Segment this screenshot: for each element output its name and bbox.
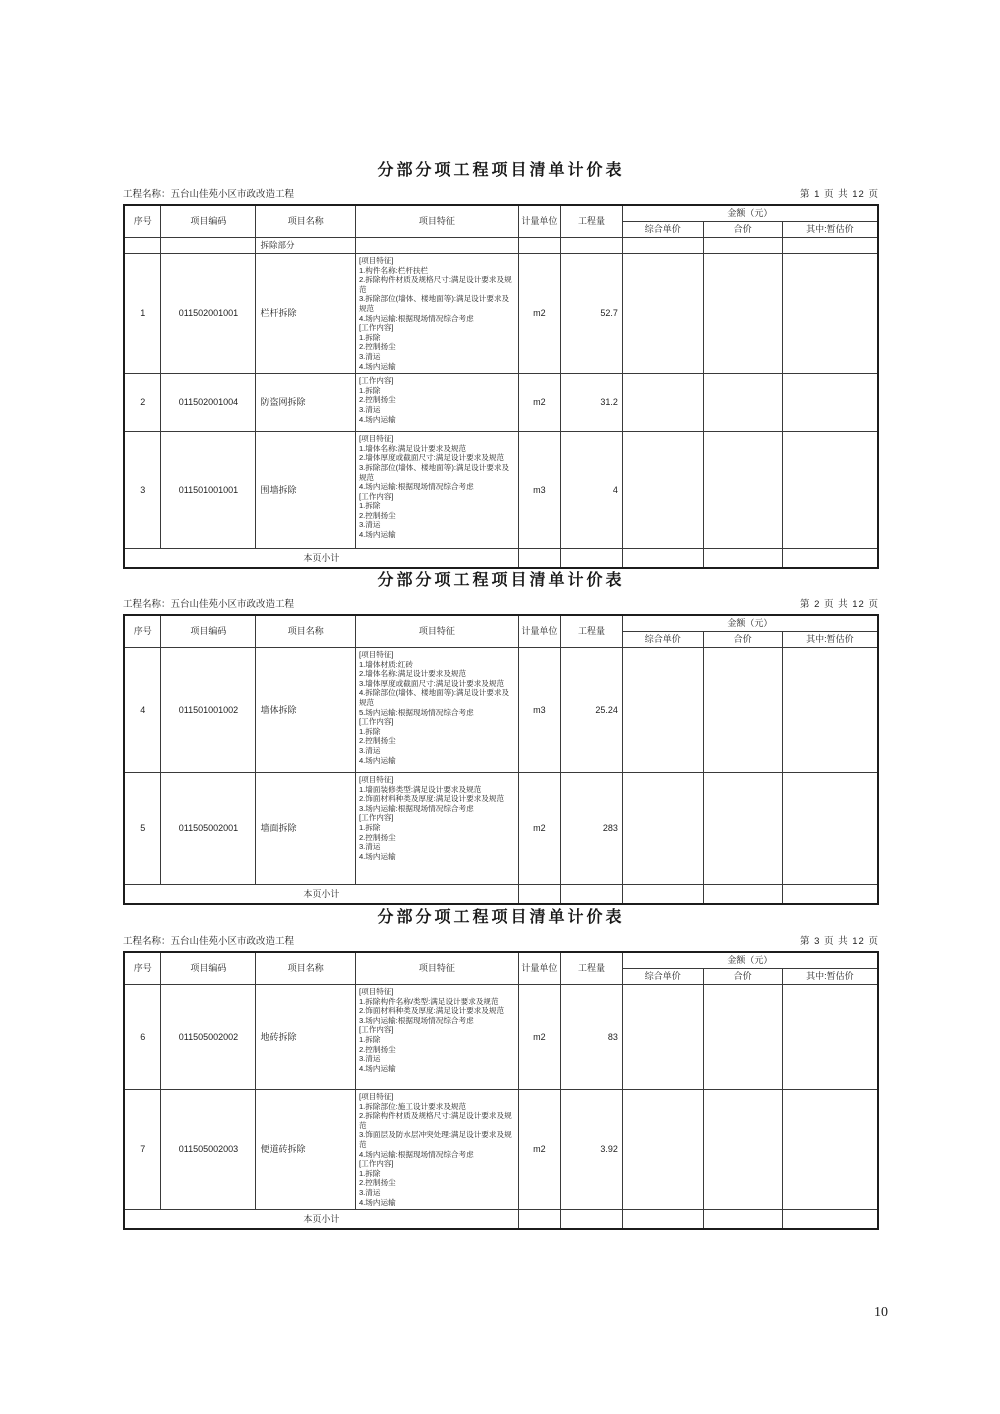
header-cell-0: 序号 <box>124 952 161 985</box>
header-cell-0: 序号 <box>124 205 161 238</box>
cell-unit-price <box>622 773 703 885</box>
table-row <box>124 773 878 885</box>
cell-unit: m2 <box>518 1090 560 1210</box>
cell-provisional-price <box>782 1090 878 1210</box>
table-header <box>124 952 878 985</box>
feature-line: 2.控制扬尘 <box>358 510 396 520</box>
cell-unit: m2 <box>518 773 560 885</box>
header-cell-5: 工程量 <box>561 952 623 985</box>
header-cell-3: 项目特征 <box>355 615 518 648</box>
section-no-cell <box>124 238 161 254</box>
feature-line: 2.拆除构件材质及规格尺寸:满足设计要求及规范 <box>358 1111 512 1130</box>
header-cell-1: 项目编码 <box>161 205 256 238</box>
feature-line: [工作内容] <box>358 323 394 333</box>
header-cell-3: 项目特征 <box>355 205 518 238</box>
feature-line: [工作内容] <box>358 376 394 386</box>
table-header <box>124 205 878 238</box>
boq-section-3 <box>123 907 879 1230</box>
cell-unit-price <box>622 1090 703 1210</box>
subtotal-label-cell: 本页小计 <box>124 1210 518 1230</box>
feature-line: 1.拆除 <box>358 822 381 832</box>
header-cell-3: 项目特征 <box>355 952 518 985</box>
header-cell-5: 工程量 <box>561 615 623 648</box>
cell-unit: m3 <box>518 648 560 773</box>
boq-table <box>123 951 879 1230</box>
cell-total-price <box>703 648 782 773</box>
cell-item-features <box>355 254 518 374</box>
header-row-main <box>124 952 878 969</box>
feature-line: 1.墙体名称:满足设计要求及规范 <box>358 443 467 453</box>
feature-line: 5.场内运输:根据现场情况综合考虑 <box>358 707 474 717</box>
boq-table <box>123 204 879 569</box>
subtotal-empty-cell <box>561 1210 623 1230</box>
header-cell-1: 项目编码 <box>161 952 256 985</box>
boq-table <box>123 614 879 905</box>
cell-unit-price <box>622 374 703 432</box>
cell-item-name: 墙面拆除 <box>256 773 356 885</box>
header-row-main <box>124 205 878 222</box>
project-name-label: 工程名称：五台山佳苑小区市政改造工程 <box>123 599 295 610</box>
table-row <box>124 254 878 374</box>
project-name-label: 工程名称：五台山佳苑小区市政改造工程 <box>123 189 295 200</box>
feature-line: 3.清运 <box>358 351 381 361</box>
subtotal-empty-cell <box>518 885 560 905</box>
table-body <box>124 648 878 905</box>
cell-total-price <box>703 254 782 374</box>
subtotal-empty-cell <box>622 885 703 905</box>
feature-line: 3.拆除部位(墙体、楼地面等):满足设计要求及规范 <box>358 462 510 482</box>
cell-unit-price <box>622 432 703 549</box>
cell-provisional-price <box>782 432 878 549</box>
subtotal-empty-cell <box>518 1210 560 1230</box>
section-empty-cell <box>518 238 560 254</box>
subtotal-empty-cell <box>703 1210 782 1230</box>
cell-item-code: 011501001002 <box>161 648 256 773</box>
table-body <box>124 985 878 1230</box>
feature-line: 4.场内运输:根据现场情况综合考虑 <box>358 482 474 492</box>
feature-line: [项目特征] <box>358 650 394 659</box>
table-meta <box>123 188 879 202</box>
feature-line: 1.拆除 <box>358 1034 381 1044</box>
section-label-cell: 拆除部分 <box>256 238 356 254</box>
header-cell-amount-1: 合价 <box>703 969 782 985</box>
cell-quantity: 4 <box>561 432 623 549</box>
cell-item-features <box>355 374 518 432</box>
feature-line: [工作内容] <box>358 717 394 727</box>
feature-line: 1.构件名称:栏杆扶栏 <box>358 265 429 275</box>
feature-line: 2.墙体厚度或截面尺寸:满足设计要求及规范 <box>358 453 505 463</box>
header-row-main <box>124 615 878 632</box>
cell-unit: m2 <box>518 374 560 432</box>
cell-provisional-price <box>782 773 878 885</box>
feature-line: 3.拆除部位(墙体、楼地面等):满足设计要求及规范 <box>358 294 510 313</box>
cell-item-code: 011502001004 <box>161 374 256 432</box>
cell-serial: 3 <box>124 432 161 549</box>
page-count-label: 第 2 页 共 12 页 <box>799 599 879 610</box>
feature-line: [项目特征] <box>358 775 394 784</box>
cell-item-code: 011501001001 <box>161 432 256 549</box>
subtotal-empty-cell <box>703 885 782 905</box>
feature-line: 3.清运 <box>358 1054 381 1064</box>
project-name-label: 工程名称：五台山佳苑小区市政改造工程 <box>123 936 295 947</box>
section-empty-cell <box>782 238 878 254</box>
cell-provisional-price <box>782 254 878 374</box>
subtotal-empty-cell <box>782 885 878 905</box>
cell-quantity: 52.7 <box>561 254 623 374</box>
header-cell-4: 计量单位 <box>518 952 560 985</box>
header-cell-amount-0: 综合单价 <box>622 969 703 985</box>
table-meta <box>123 935 879 949</box>
page-number: 10 <box>874 1305 888 1320</box>
header-cell-amount-1: 合价 <box>703 632 782 648</box>
feature-line: 1.拆除 <box>358 385 381 395</box>
subtotal-label-cell: 本页小计 <box>124 549 518 569</box>
cell-item-name: 地砖拆除 <box>256 985 356 1090</box>
feature-line: 3.清运 <box>358 520 381 530</box>
feature-line: 4.场内运输 <box>358 755 396 765</box>
feature-line: 2.饰面材料种类及厚度:满足设计要求及规范 <box>358 1006 505 1016</box>
cell-quantity: 283 <box>561 773 623 885</box>
cell-unit: m3 <box>518 432 560 549</box>
table-row <box>124 1090 878 1210</box>
cell-serial: 5 <box>124 773 161 885</box>
cell-provisional-price <box>782 985 878 1090</box>
cell-quantity: 25.24 <box>561 648 623 773</box>
cell-item-code: 011505002002 <box>161 985 256 1090</box>
feature-line: [工作内容] <box>358 491 394 501</box>
feature-line: 2.控制扬尘 <box>358 832 396 842</box>
cell-item-name: 防盗网拆除 <box>256 374 356 432</box>
feature-line: [项目特征] <box>358 256 394 265</box>
header-cell-amount-2: 其中:暂估价 <box>782 632 878 648</box>
subtotal-empty-cell <box>518 549 560 569</box>
feature-line: [工作内容] <box>358 1159 394 1169</box>
section-empty-cell <box>355 238 518 254</box>
subtotal-label-cell: 本页小计 <box>124 885 518 905</box>
cell-item-name: 栏杆拆除 <box>256 254 356 374</box>
header-cell-amount-2: 其中:暂估价 <box>782 969 878 985</box>
feature-line: 1.拆除 <box>358 1168 381 1178</box>
feature-line: 4.场内运输 <box>358 851 396 861</box>
cell-quantity: 3.92 <box>561 1090 623 1210</box>
feature-line: 3.墙体厚度或截面尺寸:满足设计要求及规范 <box>358 678 505 688</box>
cell-total-price <box>703 773 782 885</box>
feature-line: [工作内容] <box>358 1025 394 1035</box>
table-meta <box>123 598 879 612</box>
table-body <box>124 238 878 569</box>
cell-item-name: 墙体拆除 <box>256 648 356 773</box>
feature-line: 3.清运 <box>358 745 381 755</box>
boq-section-1 <box>123 160 879 569</box>
feature-line: 1.墙体材质:红砖 <box>358 659 413 669</box>
feature-line: 3.场内运输:根据现场情况综合考虑 <box>358 1015 474 1025</box>
feature-line: 4.场内运输 <box>358 414 396 424</box>
table-row <box>124 648 878 773</box>
subtotal-empty-cell <box>782 549 878 569</box>
feature-line: 1.拆除 <box>358 726 381 736</box>
feature-line: 1.拆除构件名称/类型:满足设计要求及规范 <box>358 996 499 1006</box>
header-cell-1: 项目编码 <box>161 615 256 648</box>
section-empty-cell <box>703 238 782 254</box>
subtotal-empty-cell <box>622 1210 703 1230</box>
cell-total-price <box>703 432 782 549</box>
boq-section-2 <box>123 570 879 905</box>
feature-line: [项目特征] <box>358 987 394 996</box>
feature-line: [项目特征] <box>358 434 394 444</box>
cell-item-code: 011505002003 <box>161 1090 256 1210</box>
cell-item-name: 围墙拆除 <box>256 432 356 549</box>
feature-line: 2.控制扬尘 <box>358 1178 396 1188</box>
header-cell-4: 计量单位 <box>518 205 560 238</box>
subtotal-empty-cell <box>561 549 623 569</box>
feature-line: 1.拆除 <box>358 332 381 342</box>
page-count-label: 第 3 页 共 12 页 <box>799 936 879 947</box>
feature-line: [项目特征] <box>358 1092 394 1101</box>
feature-line: 4.拆除部位(墙体、楼地面等):满足设计要求及规范 <box>358 688 510 707</box>
cell-item-features <box>355 773 518 885</box>
feature-line: 3.场内运输:根据现场情况综合考虑 <box>358 803 474 813</box>
feature-line: 2.控制扬尘 <box>358 395 396 405</box>
cell-item-features <box>355 648 518 773</box>
header-cell-amount-group: 金额（元） <box>622 205 878 222</box>
header-cell-5: 工程量 <box>561 205 623 238</box>
feature-line: 4.场内运输:根据现场情况综合考虑 <box>358 313 474 323</box>
feature-line: 2.拆除构件材质及规格尺寸:满足设计要求及规范 <box>358 275 512 294</box>
cell-item-name: 便道砖拆除 <box>256 1090 356 1210</box>
feature-line: 2.控制扬尘 <box>358 736 396 746</box>
header-cell-2: 项目名称 <box>256 615 356 648</box>
cell-item-features <box>355 1090 518 1210</box>
cell-serial: 6 <box>124 985 161 1090</box>
header-cell-amount-0: 综合单价 <box>622 222 703 238</box>
section-row <box>124 238 878 254</box>
subtotal-empty-cell <box>561 885 623 905</box>
feature-line: 1.拆除部位:施工设计要求及规范 <box>358 1101 467 1111</box>
feature-line: 1.墙面装修类型:满足设计要求及规范 <box>358 784 482 794</box>
cell-unit: m2 <box>518 985 560 1090</box>
section-code-cell <box>161 238 256 254</box>
cell-item-features <box>355 985 518 1090</box>
cell-quantity: 83 <box>561 985 623 1090</box>
cell-quantity: 31.2 <box>561 374 623 432</box>
cell-provisional-price <box>782 374 878 432</box>
cell-unit-price <box>622 648 703 773</box>
cell-serial: 7 <box>124 1090 161 1210</box>
subtotal-empty-cell <box>622 549 703 569</box>
section-empty-cell <box>561 238 623 254</box>
subtotal-row <box>124 885 878 905</box>
header-cell-amount-group: 金额（元） <box>622 952 878 969</box>
cell-item-features <box>355 432 518 549</box>
feature-line: 3.清运 <box>358 842 381 852</box>
feature-line: 2.饰面材料种类及厚度:满足设计要求及规范 <box>358 794 505 804</box>
feature-line: 4.场内运输 <box>358 1063 396 1073</box>
feature-line: 1.拆除 <box>358 501 381 511</box>
subtotal-empty-cell <box>782 1210 878 1230</box>
header-cell-amount-group: 金额（元） <box>622 615 878 632</box>
table-row <box>124 432 878 549</box>
header-cell-amount-1: 合价 <box>703 222 782 238</box>
feature-line: 4.场内运输 <box>358 530 396 540</box>
cell-item-code: 011502001001 <box>161 254 256 374</box>
cell-provisional-price <box>782 648 878 773</box>
table-row <box>124 985 878 1090</box>
section-empty-cell <box>622 238 703 254</box>
page-title: 分部分项工程项目清单计价表 <box>377 909 625 926</box>
cell-serial: 2 <box>124 374 161 432</box>
page-title: 分部分项工程项目清单计价表 <box>377 572 625 589</box>
feature-line: 3.清运 <box>358 404 381 414</box>
cell-unit: m2 <box>518 254 560 374</box>
cell-serial: 4 <box>124 648 161 773</box>
page-count-label: 第 1 页 共 12 页 <box>799 189 879 200</box>
subtotal-empty-cell <box>703 549 782 569</box>
cell-total-price <box>703 985 782 1090</box>
feature-line: 2.控制扬尘 <box>358 1044 396 1054</box>
subtotal-row <box>124 549 878 569</box>
feature-line: 4.场内运输 <box>358 361 396 371</box>
cell-serial: 1 <box>124 254 161 374</box>
feature-line: 2.墙体名称:满足设计要求及规范 <box>358 669 467 679</box>
feature-line: 2.控制扬尘 <box>358 342 396 352</box>
header-cell-amount-2: 其中:暂估价 <box>782 222 878 238</box>
table-row <box>124 374 878 432</box>
header-cell-2: 项目名称 <box>256 205 356 238</box>
header-cell-amount-0: 综合单价 <box>622 632 703 648</box>
feature-line: 3.饰面层及防水层冲突处理:满足设计要求及规范 <box>358 1130 512 1149</box>
cell-unit-price <box>622 985 703 1090</box>
feature-line: [工作内容] <box>358 813 394 823</box>
header-cell-4: 计量单位 <box>518 615 560 648</box>
table-header <box>124 615 878 648</box>
cell-item-code: 011505002001 <box>161 773 256 885</box>
feature-line: 3.清运 <box>358 1187 381 1197</box>
feature-line: 4.场内运输 <box>358 1197 396 1207</box>
cell-total-price <box>703 374 782 432</box>
header-cell-2: 项目名称 <box>256 952 356 985</box>
cell-total-price <box>703 1090 782 1210</box>
subtotal-row <box>124 1210 878 1230</box>
header-cell-0: 序号 <box>124 615 161 648</box>
cell-unit-price <box>622 254 703 374</box>
feature-line: 4.场内运输:根据现场情况综合考虑 <box>358 1149 474 1159</box>
page-title: 分部分项工程项目清单计价表 <box>377 162 625 179</box>
